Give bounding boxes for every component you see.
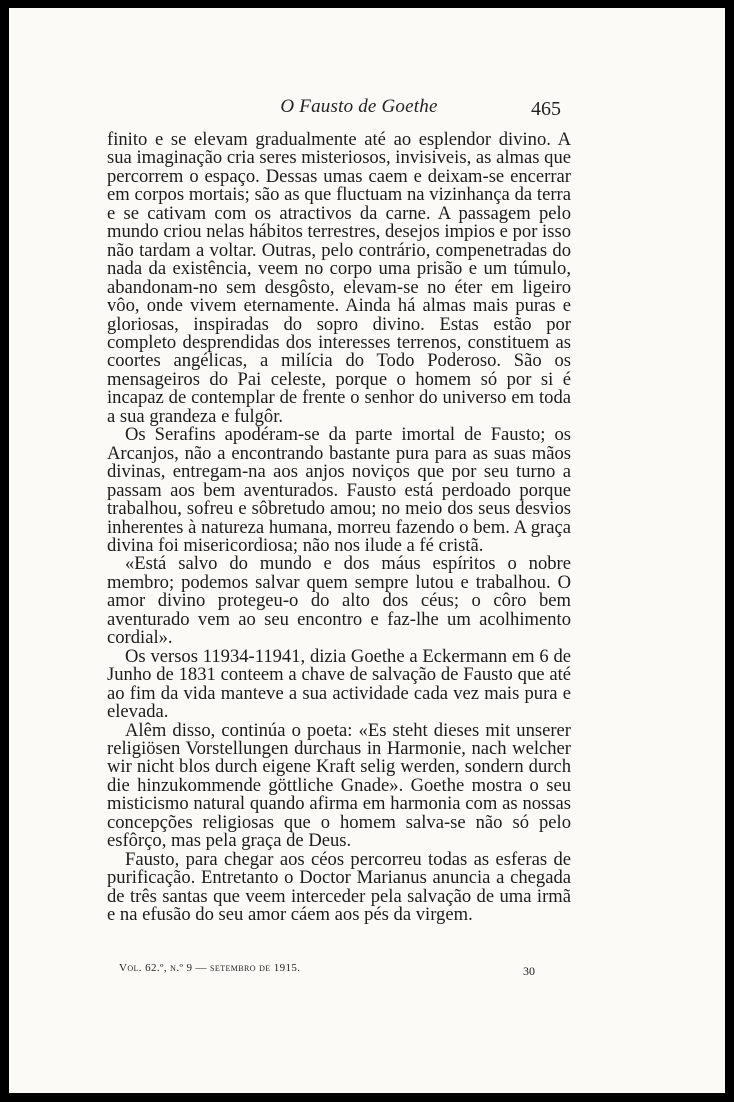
- paragraph-5: Alêm disso, continúa o poeta: «Es steht dieses mit unserer religiösen Vorstellungen durchaus in Harmonie, nach welcher wir nicht blos durch eigene Kraft selig werden, sondern durch die hinzukommende göttliche Gnade». Goethe mostra o seu misticismo natural quando afirma em harmonia com as nossas concepções religiosas que o homem salva-se não só pelo esfôrço, mas pela graça de Deus.: [107, 719, 571, 852]
- paragraph-1: finito e se elevam gradualmente até ao esplendor divino. A sua imaginação cria seres misteriosos, invisiveis, as almas que percorrem o espaço. Dessas umas caem e deixam-se encerrar em corpos mortais; são as que fluctuam na vizinhança da terra e se cativam com os atractivos da carne. A passagem pelo mundo criou nelas hábitos terrestres, desejos impios e por isso não tardam a voltar. Outras, pelo contrário, compenetradas do nada da existência, veem no corpo uma prisão e um túmulo, abandonam-no sem desgôsto, elevam-se no éter em ligeiro vôo, onde vivem eternamente. Ainda há almas mais puras e gloriosas, inspiradas do sopro divino. Estas estão por completo desprendidas dos interesses terrenos, constituem as coortes angélicas, a milícia do Todo Poderoso. São os mensageiros do Pai celeste, porque o homem só por si é incapaz de contemplar de frente o senhor do universo em toda a sua grandeza e fulgôr.: [107, 129, 571, 427]
- paragraph-2: Os Serafins apodéram-se da parte imortal de Fausto; os Arcanjos, não a encontrando bastante pura para as suas mãos divinas, entregam-na aos anjos noviços que por seu turno a passam aos bem aventurados. Fausto está perdoado porque trabalhou, sofreu e sôbretudo amou; no meio dos seus desvios inherentes à natureza humana, morreu fazendo o bem. A graça divina foi misericordiosa; não nos ilude a fé cristã.: [107, 424, 571, 556]
- body-text: [107, 131, 571, 924]
- paragraph-4: Os versos 11934-11941, dizia Goethe a Eckermann em 6 de Junho de 1831 conteem a chave de salvação de Fausto que até ao fim da vida manteve a sua actividade cada vez mais pura e elevada.: [107, 645, 571, 723]
- running-head: [9, 96, 725, 120]
- page-footer: [9, 962, 725, 982]
- signature-mark: 30: [523, 964, 535, 978]
- issue-line: Vol. 62.º, n.º 9 — setembro de 1915.: [119, 962, 301, 974]
- paragraph-3: «Está salvo do mundo e dos máus espíritos o nobre membro; podemos salvar quem sempre lutou e trabalhou. O amor divino protegeu-o do alto dos céus; o côro bem aventurado vem ao seu encontro e faz-lhe um acolhimento cordial».: [107, 553, 571, 649]
- book-page: [9, 8, 725, 1093]
- page-number: 465: [531, 98, 561, 120]
- running-title: O Fausto de Goethe: [280, 96, 438, 117]
- paragraph-6: Fausto, para chegar aos céos percorreu todas as esferas de purificação. Entretanto o Doctor Marianus anuncia a chegada de três santas que veem interceder pela salvação de uma irmã e na efusão do seu amor cáem aos pés da virgem.: [107, 848, 571, 926]
